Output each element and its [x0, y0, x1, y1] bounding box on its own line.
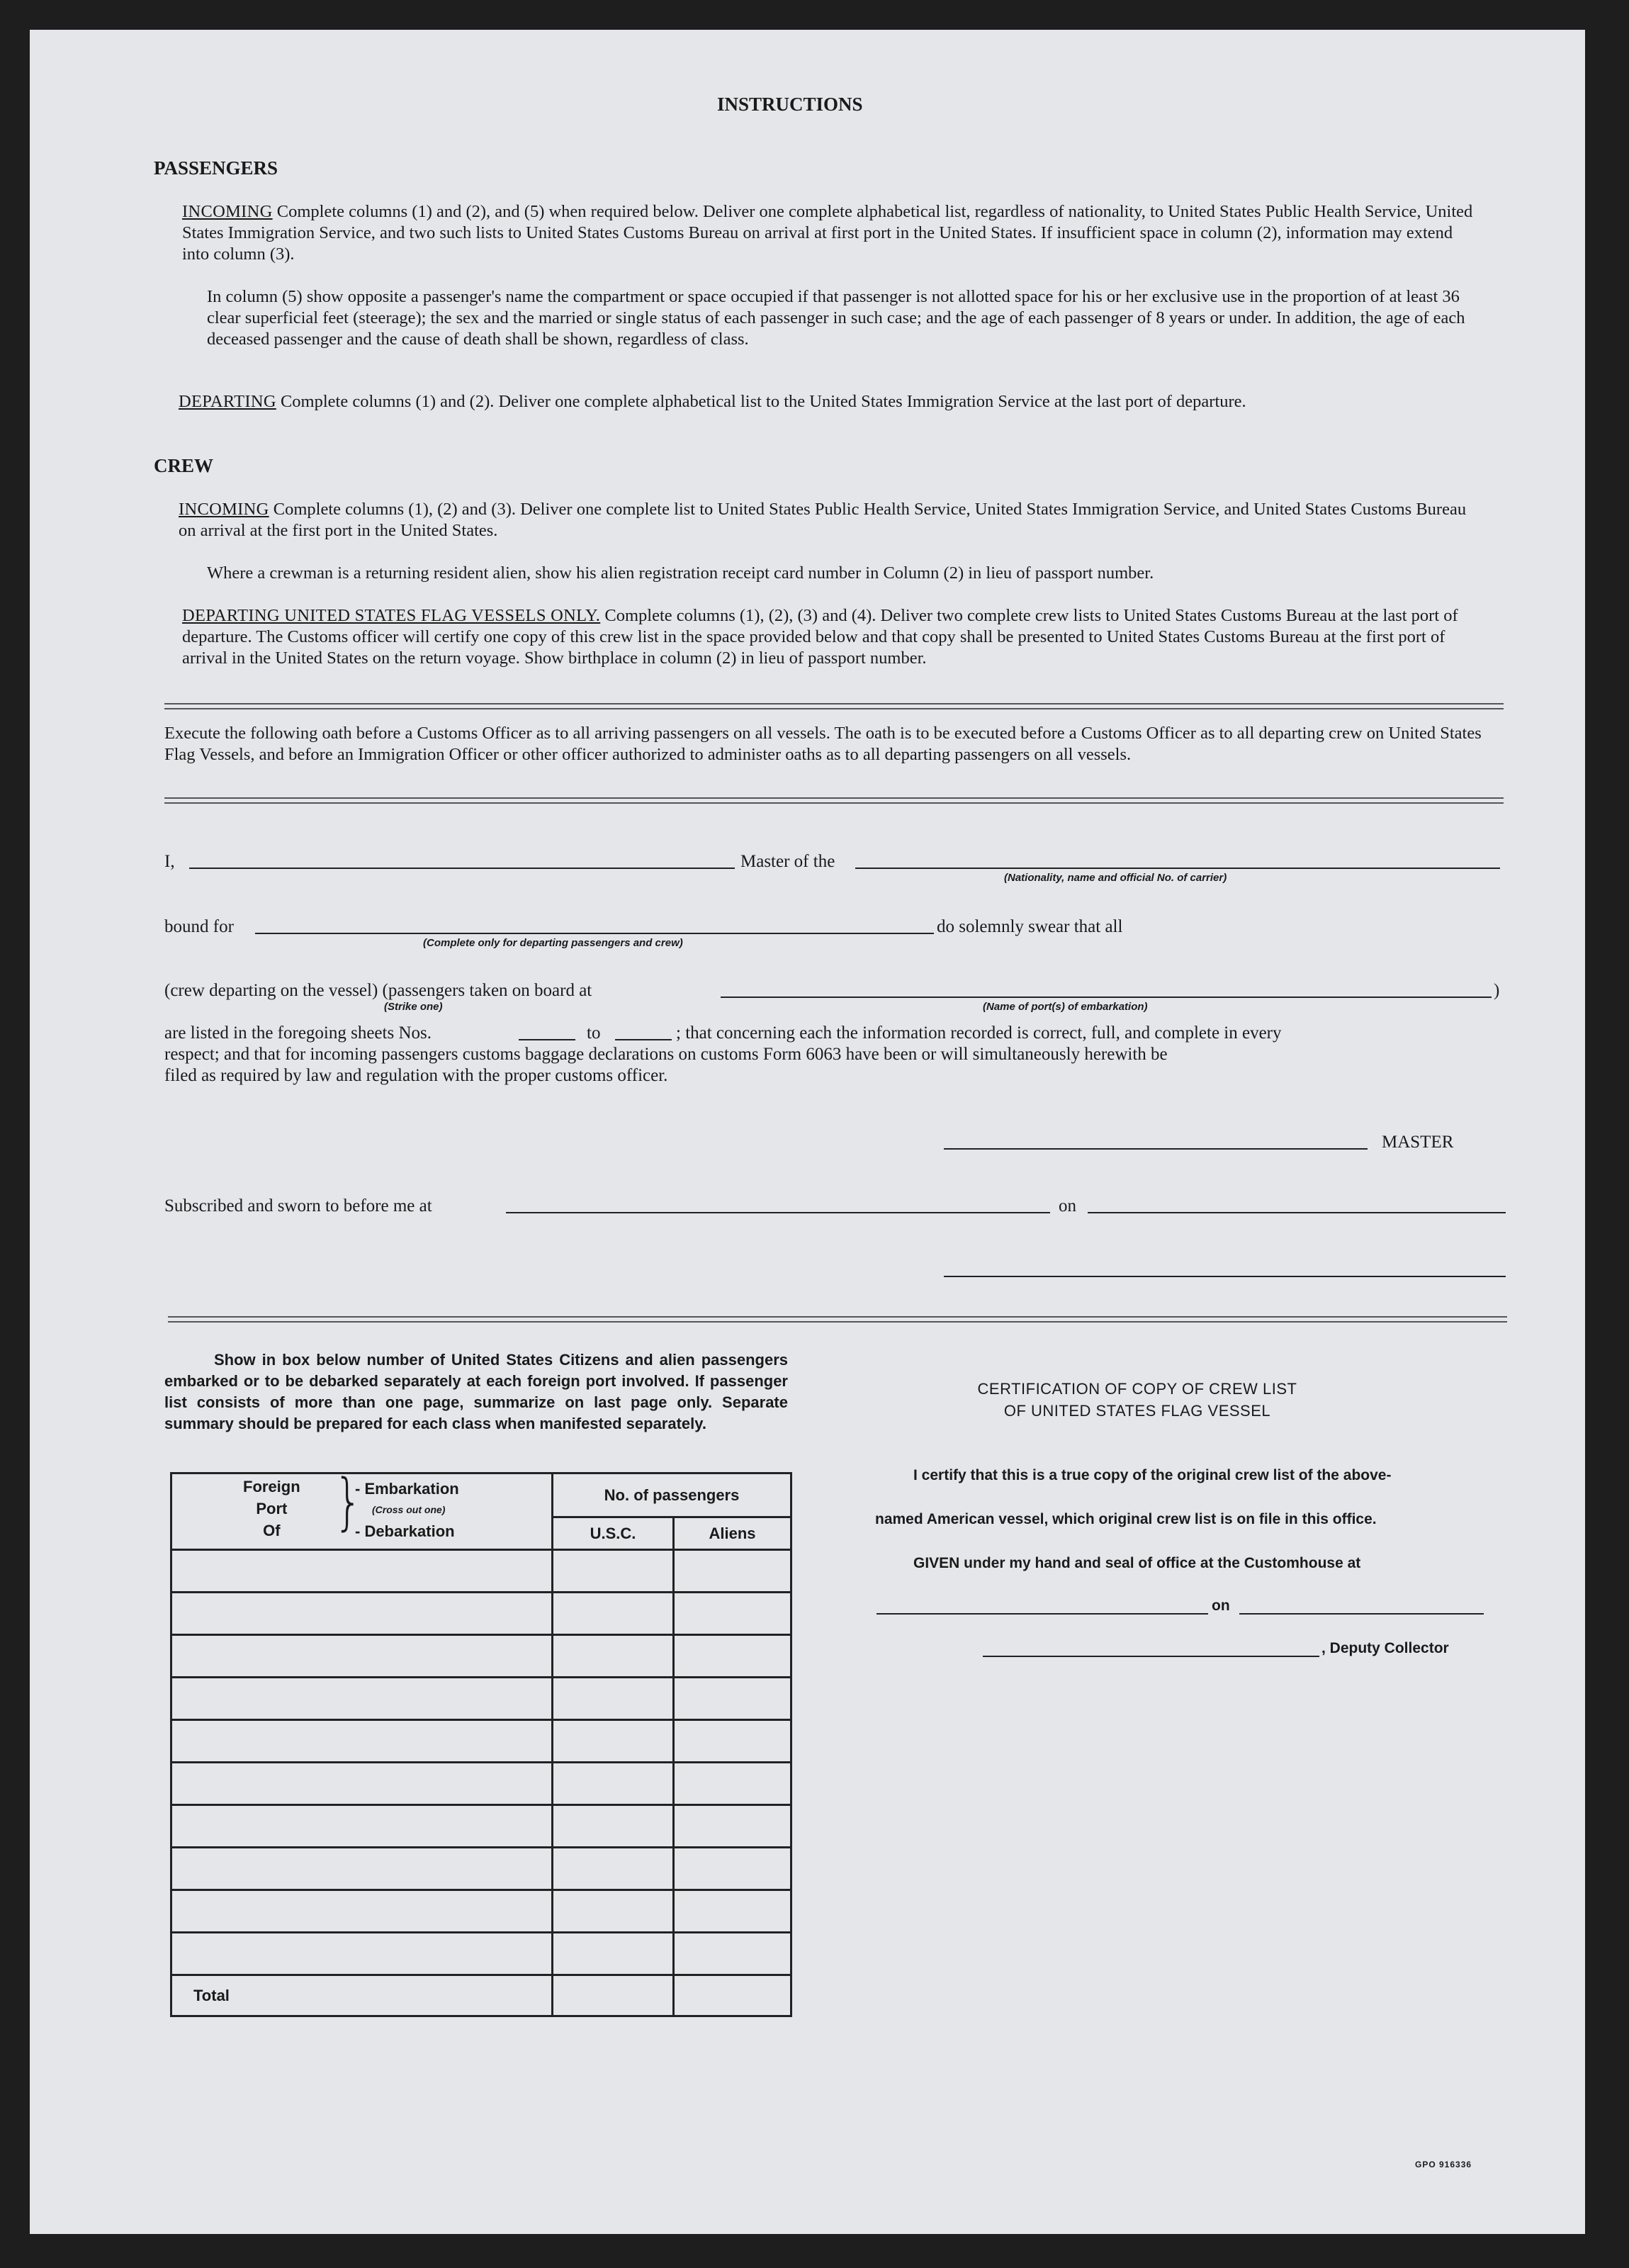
certification-on-label: on [1212, 1598, 1230, 1614]
ports-caption: (Name of port(s) of embarkation) [983, 1001, 1148, 1013]
port-cell[interactable] [171, 1635, 553, 1678]
port-header-cell [171, 1467, 553, 1550]
usc-header: U.S.C. [553, 1517, 674, 1550]
divider [164, 703, 1504, 709]
table-row [171, 1890, 791, 1933]
crew-departing-text: Complete columns (1), (2), (3) and (4). Deliver two complete crew lists to United States Customs Bureau at the last port of departure. The Customs officer will certify one copy of this crew list in the space provided below and that copy shall be presented to United States Customs Bureau at the first port of arrival in the United States on the return voyage. Show birthplace in column (2) in lieu of passport number. [182, 606, 1458, 668]
usc-cell[interactable] [553, 1550, 674, 1593]
carrier-field[interactable] [855, 868, 1500, 869]
oath-instructions: Execute the following oath before a Customs Officer as to all arriving passengers on all vessels. The oath is to be executed before a Customs Officer as to all departing crew on United States Flag Vessels, and before an Immigration Officer or other officer authorized to administer oaths as to all departing passengers on all vessels. [164, 724, 1482, 764]
oath-i-label: I, [164, 852, 175, 871]
port-cell[interactable] [171, 1720, 553, 1763]
crew-incoming-paragraph [179, 499, 1473, 541]
listed-text-2: respect; and that for incoming passengers customs baggage declarations on customs Form 6063 have been or will simultaneously herewith be [164, 1045, 1168, 1064]
crew-resident-paragraph: Where a crewman is a returning resident alien, show his alien registration receipt card number in Column (2) in lieu of passport number. [207, 563, 1154, 583]
sheet-from-field[interactable] [519, 1039, 575, 1040]
table-row [171, 1550, 791, 1593]
swear-label: do solemnly swear that all [937, 917, 1123, 936]
certification-date-field[interactable] [1239, 1613, 1484, 1615]
usc-cell[interactable] [553, 1678, 674, 1720]
sworn-date-field[interactable] [1088, 1212, 1506, 1213]
certification-line-2: named American vessel, which original crew list is on file in this office. [875, 1511, 1377, 1527]
master-label: MASTER [1382, 1133, 1454, 1152]
foreign-word: Foreign [243, 1478, 300, 1495]
port-cell[interactable] [171, 1848, 553, 1890]
usc-cell[interactable] [553, 1593, 674, 1635]
of-word: Of [263, 1522, 281, 1539]
usc-cell[interactable] [553, 1805, 674, 1848]
certification-heading-2: OF UNITED STATES FLAG VESSEL [1003, 1402, 1271, 1420]
crew-passengers-label: (crew departing on the vessel) (passengers taken on board at [164, 981, 592, 1000]
port-cell[interactable] [171, 1678, 553, 1720]
summary-instructions: Show in box below number of United States Citizens and alien passengers embarked or to be debarked separately at each foreign port involved. If passenger list consists of more than one page, summarize on last page only. Separate summary should be prepared for each class when manifested separately. [164, 1351, 788, 1432]
port-cell[interactable] [171, 1763, 553, 1805]
to-label: to [587, 1023, 601, 1043]
no-passengers-header: No. of passengers [553, 1473, 791, 1517]
document-page [30, 30, 1585, 2234]
aliens-cell[interactable] [674, 1933, 791, 1975]
divider [164, 797, 1504, 804]
passengers-incoming-label: INCOMING [182, 202, 273, 221]
aliens-cell[interactable] [674, 1890, 791, 1933]
cross-out-caption: (Cross out one) [372, 1504, 446, 1515]
usc-cell[interactable] [553, 1933, 674, 1975]
table-row [171, 1678, 791, 1720]
aliens-header: Aliens [674, 1517, 791, 1550]
sworn-on-label: on [1059, 1196, 1076, 1216]
embarkation-label: - Embarkation [355, 1480, 459, 1498]
crew-incoming-text: Complete columns (1), (2) and (3). Deliver one complete list to United States Public Health Service, United States Immigration Service, and United States Customs Bureau on arrival at the first port in the United States. [179, 500, 1467, 540]
passengers-departing-label: DEPARTING [179, 392, 276, 411]
close-paren: ) [1494, 981, 1500, 1000]
subscribed-label: Subscribed and sworn to before me at [164, 1196, 432, 1216]
sheet-to-field[interactable] [615, 1039, 672, 1040]
footer-code: GPO 916336 [1415, 2160, 1472, 2169]
total-label: Total [171, 1975, 553, 2016]
port-cell[interactable] [171, 1593, 553, 1635]
crew-heading: CREW [154, 455, 214, 476]
customhouse-field[interactable] [876, 1613, 1208, 1615]
strike-caption: (Strike one) [384, 1001, 443, 1013]
listed-text-1: ; that concerning each the information recorded is correct, full, and complete in every [676, 1023, 1282, 1043]
passengers-departing-paragraph [179, 391, 1473, 412]
table-row [171, 1848, 791, 1890]
bound-caption: (Complete only for departing passengers and crew) [423, 937, 683, 949]
certification-line-1: I certify that this is a true copy of the original crew list of the above- [913, 1467, 1392, 1483]
port-word: Port [256, 1500, 288, 1517]
crew-departing-label: DEPARTING UNITED STATES FLAG VESSELS ONLY. [182, 606, 601, 625]
foreign-port-label [243, 1476, 300, 1542]
debarkation-label: - Debarkation [355, 1522, 455, 1540]
master-signature-field[interactable] [944, 1148, 1368, 1150]
port-cell[interactable] [171, 1933, 553, 1975]
aliens-cell[interactable] [674, 1720, 791, 1763]
table-row [171, 1933, 791, 1975]
usc-cell[interactable] [553, 1890, 674, 1933]
embarkation-port-field[interactable] [721, 997, 1492, 998]
master-of-label: Master of the [740, 852, 835, 871]
brace-icon: } [334, 1467, 363, 1538]
sworn-place-field[interactable] [506, 1212, 1050, 1213]
table-row [171, 1763, 791, 1805]
usc-cell[interactable] [553, 1763, 674, 1805]
table-row [171, 1720, 791, 1763]
aliens-cell[interactable] [674, 1678, 791, 1720]
port-cell[interactable] [171, 1890, 553, 1933]
passengers-departing-text: Complete columns (1) and (2). Deliver one complete alphabetical list to the United States Immigration Service at the last port of departure. [280, 392, 1246, 411]
nationality-caption: (Nationality, name and official No. of carrier) [1004, 872, 1227, 884]
crew-departing-paragraph [182, 605, 1473, 669]
passenger-summary-table [170, 1467, 792, 2017]
passengers-column5-paragraph: In column (5) show opposite a passenger's name the compartment or space occupied if that passenger is not allotted space for his or her exclusive use in the proportion of at least 36 clear superficial feet (steerage); the sex and the married or single status of each passenger in such case; and the age of each passenger of 8 years or under. In addition, the age of each deceased passenger and the cause of death shall be shown, regardless of class. [207, 287, 1465, 349]
bound-for-field[interactable] [255, 933, 934, 934]
certification-heading [857, 1378, 1417, 1422]
aliens-cell[interactable] [674, 1763, 791, 1805]
aliens-cell[interactable] [674, 1635, 791, 1678]
table-row [171, 1805, 791, 1848]
passengers-incoming-paragraph [182, 201, 1473, 265]
aliens-cell[interactable] [674, 1593, 791, 1635]
aliens-cell[interactable] [674, 1805, 791, 1848]
aliens-cell[interactable] [674, 1550, 791, 1593]
total-usc-cell[interactable] [553, 1975, 674, 2016]
bound-for-label: bound for [164, 917, 234, 936]
total-row [171, 1975, 791, 2016]
certification-heading-1: CERTIFICATION OF COPY OF CREW LIST [977, 1380, 1297, 1398]
officer-signature-field[interactable] [944, 1276, 1506, 1277]
listed-text-3: filed as required by law and regulation with the proper customs officer. [164, 1066, 668, 1085]
passengers-heading: PASSENGERS [154, 157, 278, 179]
usc-cell[interactable] [553, 1720, 674, 1763]
listed-label: are listed in the foregoing sheets Nos. [164, 1023, 432, 1043]
certification-line-3: GIVEN under my hand and seal of office at the Customhouse at [913, 1555, 1361, 1571]
table-row [171, 1635, 791, 1678]
passengers-incoming-text: Complete columns (1) and (2), and (5) when required below. Deliver one complete alphabetical list, regardless of nationality, to United States Public Health Service, United States Immigration Service, and two such lists to United States Customs Bureau on arrival at first port in the United States. If insufficient space in column (2), information may extend into column (3). [182, 202, 1473, 264]
usc-cell[interactable] [553, 1635, 674, 1678]
master-name-field[interactable] [189, 868, 735, 869]
divider [168, 1316, 1507, 1323]
table-row [171, 1593, 791, 1635]
total-aliens-cell[interactable] [674, 1975, 791, 2016]
aliens-cell[interactable] [674, 1848, 791, 1890]
crew-incoming-label: INCOMING [179, 500, 269, 519]
deputy-collector-label: , Deputy Collector [1321, 1640, 1449, 1656]
page-title: INSTRUCTIONS [717, 94, 863, 115]
port-cell[interactable] [171, 1805, 553, 1848]
usc-cell[interactable] [553, 1848, 674, 1890]
port-cell[interactable] [171, 1550, 553, 1593]
deputy-signature-field[interactable] [983, 1656, 1319, 1657]
